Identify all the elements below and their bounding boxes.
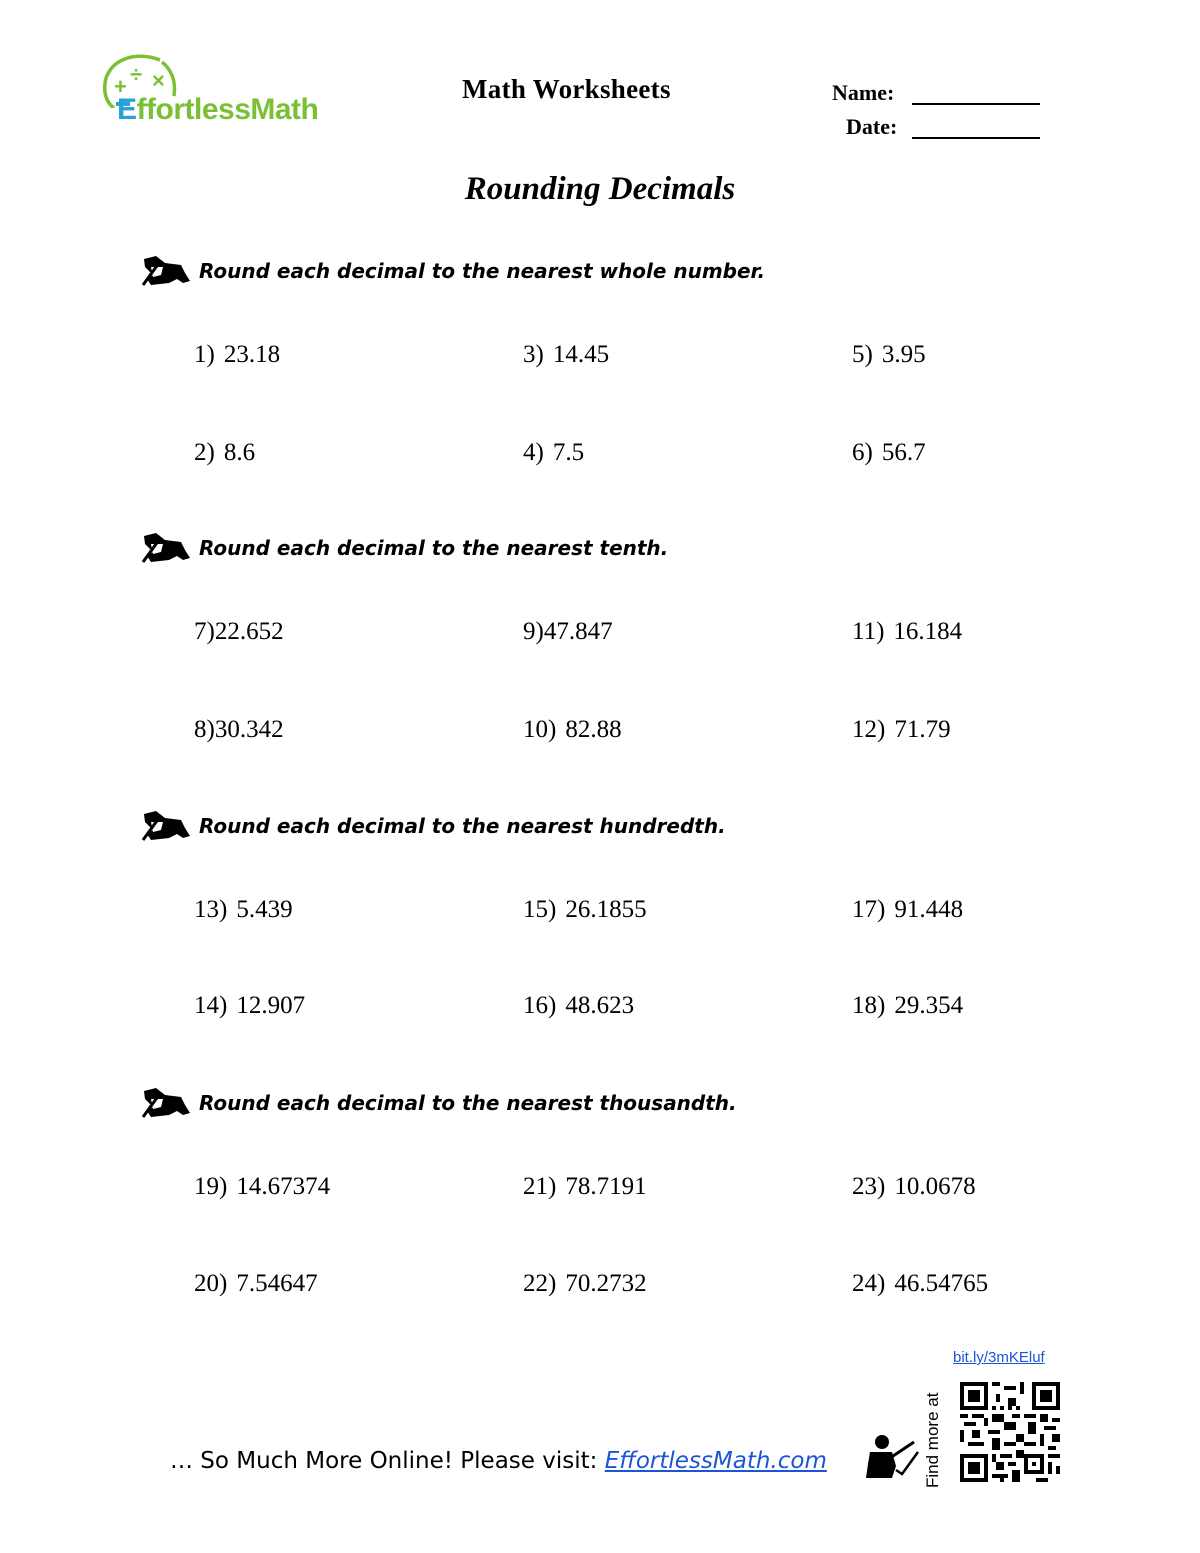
pencil-hand-icon bbox=[141, 1085, 191, 1121]
svg-text:÷: ÷ bbox=[130, 62, 143, 87]
problem-number: 23) bbox=[852, 1173, 886, 1200]
svg-text:+: + bbox=[114, 74, 127, 99]
problem-item bbox=[852, 341, 926, 369]
problem-item bbox=[194, 341, 280, 369]
problem-number: 2) bbox=[194, 439, 215, 466]
pencil-hand-icon bbox=[141, 808, 191, 844]
problem-value: 14.67374 bbox=[236, 1173, 331, 1200]
logo-wordmark bbox=[117, 93, 318, 127]
problem-item bbox=[194, 439, 255, 467]
problem-item bbox=[852, 716, 951, 744]
problem-value: 47.847 bbox=[543, 618, 613, 645]
short-link[interactable]: bit.ly/3mKEluf bbox=[953, 1349, 1045, 1366]
problem-item bbox=[523, 1173, 647, 1201]
problem-number: 18) bbox=[852, 992, 886, 1019]
problem-number: 11) bbox=[852, 618, 885, 645]
problem-item bbox=[523, 896, 647, 924]
problem-number: 19) bbox=[194, 1173, 228, 1200]
problem-number: 5) bbox=[852, 341, 873, 368]
problem-number: 3) bbox=[523, 341, 544, 368]
instruction-text: Round each decimal to the nearest tenth. bbox=[199, 536, 669, 560]
problem-item bbox=[523, 341, 609, 369]
problem-item bbox=[194, 716, 284, 744]
problem-item bbox=[194, 1173, 330, 1201]
problem-number: 14) bbox=[194, 992, 228, 1019]
instruction-text: Round each decimal to the nearest whole number. bbox=[199, 259, 766, 283]
problem-value: 10.0678 bbox=[894, 1173, 976, 1200]
problem-item bbox=[852, 992, 963, 1020]
problem-item bbox=[852, 618, 962, 646]
problem-value: 48.623 bbox=[565, 992, 635, 1019]
problem-number: 13) bbox=[194, 896, 228, 923]
problem-value: 91.448 bbox=[894, 896, 964, 923]
problem-value: 5.439 bbox=[236, 896, 293, 923]
name-label: Name: bbox=[832, 80, 895, 105]
problem-number: 24) bbox=[852, 1270, 886, 1297]
problem-value: 7.54647 bbox=[236, 1270, 318, 1297]
problem-value: 12.907 bbox=[236, 992, 306, 1019]
footer-text bbox=[170, 1448, 827, 1474]
problem-number: 12) bbox=[852, 716, 886, 743]
problem-number: 10) bbox=[523, 716, 557, 743]
svg-text:×: × bbox=[152, 68, 165, 93]
problem-item bbox=[523, 1270, 647, 1298]
problem-value: 22.652 bbox=[214, 618, 284, 645]
problem-number: 17) bbox=[852, 896, 886, 923]
problem-number: 9) bbox=[523, 618, 544, 645]
problem-number: 15) bbox=[523, 896, 557, 923]
problem-number: 4) bbox=[523, 439, 544, 466]
problem-number: 22) bbox=[523, 1270, 557, 1297]
instruction-text: Round each decimal to the nearest thousandth. bbox=[199, 1091, 737, 1115]
problem-value: 70.2732 bbox=[565, 1270, 647, 1297]
problem-value: 82.88 bbox=[565, 716, 622, 743]
footer-website-link[interactable]: EffortlessMath.com bbox=[604, 1448, 827, 1474]
logo-wordmark-rest: ffortlessMath bbox=[136, 93, 319, 126]
pencil-hand-icon bbox=[141, 530, 191, 566]
problem-value: 29.354 bbox=[894, 992, 964, 1019]
date-label: Date: bbox=[846, 114, 898, 139]
problem-value: 56.7 bbox=[881, 439, 926, 466]
date-field[interactable] bbox=[912, 137, 1040, 139]
problem-value: 3.95 bbox=[881, 341, 926, 368]
problem-item bbox=[523, 992, 634, 1020]
instruction-text: Round each decimal to the nearest hundredth. bbox=[199, 814, 726, 838]
problem-item bbox=[852, 1173, 976, 1201]
problem-number: 8) bbox=[194, 716, 215, 743]
problem-value: 7.5 bbox=[552, 439, 585, 466]
problem-value: 8.6 bbox=[223, 439, 256, 466]
problem-number: 7) bbox=[194, 618, 215, 645]
problem-item bbox=[523, 439, 584, 467]
problem-value: 30.342 bbox=[214, 716, 284, 743]
problem-item bbox=[852, 439, 926, 467]
pencil-hand-icon bbox=[141, 253, 191, 289]
problem-value: 71.79 bbox=[894, 716, 951, 743]
problem-value: 16.184 bbox=[893, 618, 963, 645]
problem-value: 14.45 bbox=[552, 341, 610, 368]
page-title: Rounding Decimals bbox=[464, 171, 736, 207]
name-field[interactable] bbox=[912, 103, 1040, 105]
qr-code[interactable] bbox=[960, 1382, 1060, 1487]
problem-number: 21) bbox=[523, 1173, 557, 1200]
problem-value: 46.54765 bbox=[894, 1270, 989, 1297]
problem-item bbox=[194, 896, 293, 924]
teacher-icon bbox=[862, 1434, 922, 1487]
problem-number: 20) bbox=[194, 1270, 228, 1297]
problem-value: 78.7191 bbox=[565, 1173, 647, 1200]
logo-letter-e: E bbox=[117, 93, 137, 126]
problem-value: 26.1855 bbox=[565, 896, 647, 923]
header-title: Math Worksheets bbox=[462, 74, 671, 104]
problem-item bbox=[194, 1270, 318, 1298]
problem-item bbox=[852, 896, 963, 924]
problem-item bbox=[852, 1270, 988, 1298]
problem-item bbox=[194, 618, 284, 646]
find-more-label: Find more at bbox=[923, 1392, 942, 1488]
footer-message: … So Much More Online! Please visit: bbox=[170, 1448, 605, 1474]
problem-item bbox=[523, 716, 622, 744]
problem-item bbox=[194, 992, 305, 1020]
problem-item bbox=[523, 618, 613, 646]
problem-number: 6) bbox=[852, 439, 873, 466]
problem-number: 1) bbox=[194, 341, 215, 368]
problem-value: 23.18 bbox=[223, 341, 281, 368]
problem-number: 16) bbox=[523, 992, 557, 1019]
